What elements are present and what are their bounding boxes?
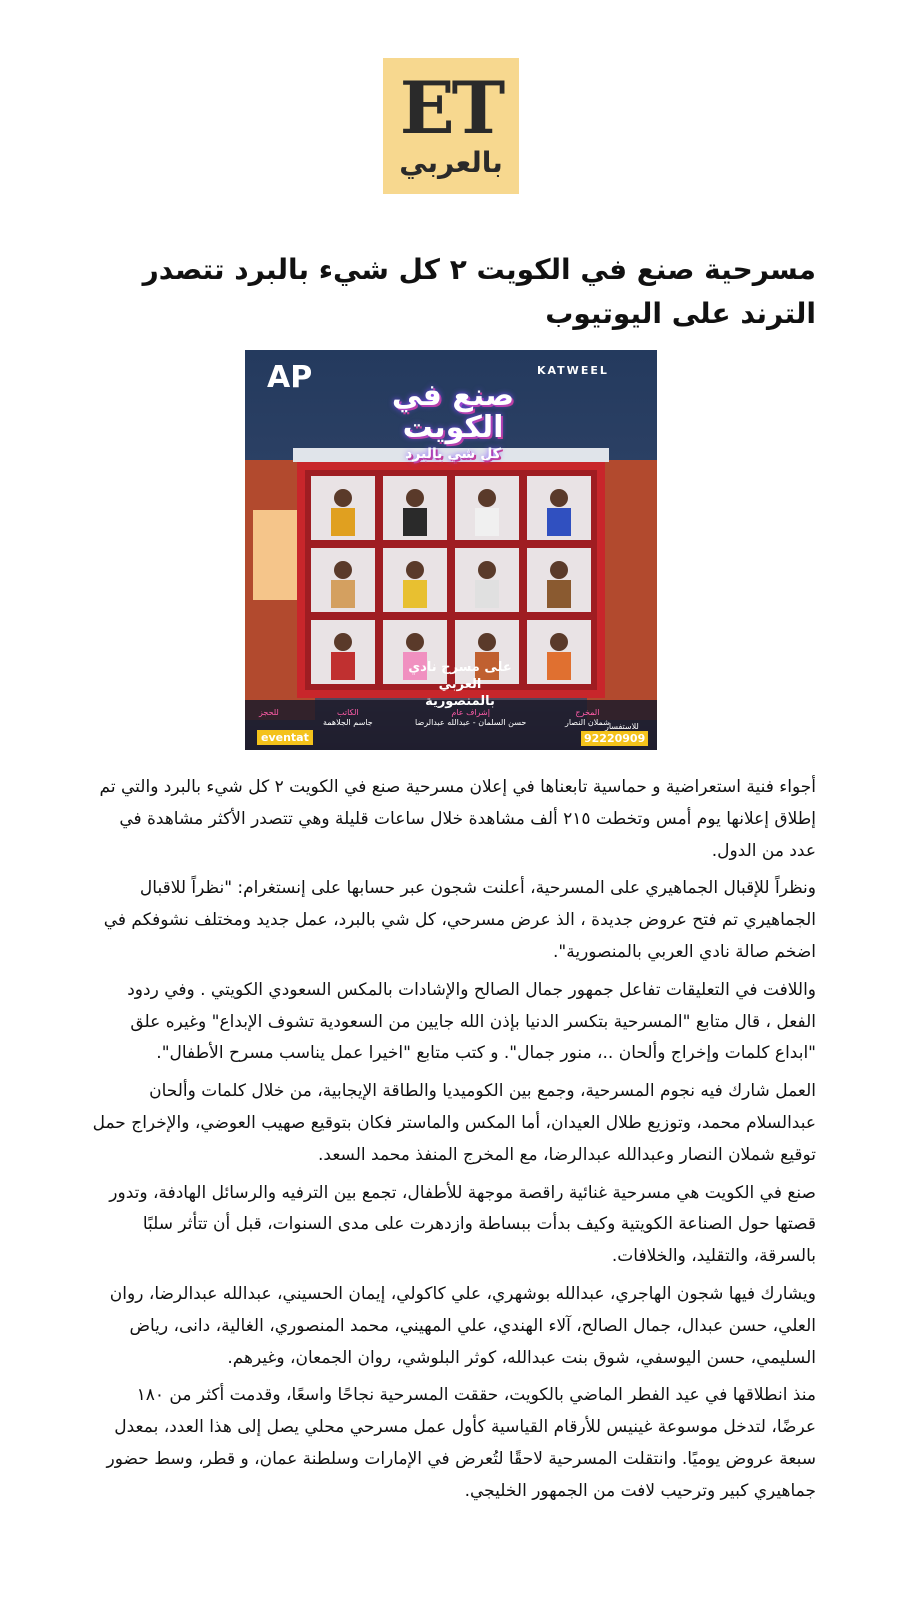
poster-director-label: المخرج [575,708,600,717]
logo-brand-text: ET [399,65,503,150]
poster-show-subtitle: كل شي بالبرد [405,446,501,462]
article-body [92,772,816,1514]
poster-credit-writer [323,708,373,729]
poster-phone-number: 92220909 [581,731,648,746]
poster-venue-line2: بالمنصورية [425,693,495,709]
poster-logo-left: AP [267,360,313,395]
poster-booking-label-text: للحجز [259,708,279,717]
poster-booking-label [259,708,279,718]
poster-director-name: شملان النصار [565,718,610,728]
poster-eventat-logo: eventat [257,730,313,745]
poster-credit-supervision [415,708,526,729]
poster-writer-label: الكاتب [337,708,359,717]
poster-show-title [363,380,543,462]
site-logo[interactable] [383,58,519,194]
poster-venue [395,660,525,711]
poster-writer-name: جاسم الجلاهمة [323,718,373,728]
article-poster-image [245,350,657,750]
poster-inquiry-label-text: للاستفسار [605,722,639,731]
poster-venue-line1: على مسرح نادي العربي [408,660,512,692]
logo-tagline: بالعربي [399,146,503,179]
poster-supervisors-names: حسن السلمان - عبدالله عبدالرضا [415,718,527,728]
article-paragraph: العمل شارك فيه نجوم المسرحية، وجمع بين الكوميديا والطاقة الإيجابية، من خلال كلمات وألحان عبدالسلام محمد، وتوزيع طلال العيدان، أما المكس والماستر فكان بتوقيع صهيب العوضي، والإخراج حمل توقيع شملان النصار وعبدالله عبدالرضا، مع المخرج المنفذ محمد السعد. [92,1081,816,1165]
poster-credit-director [565,708,610,729]
poster-logo-right: KATWEEL [537,364,609,377]
article-paragraph: أجواء فنية استعراضية و حماسية تابعناها في إعلان مسرحية صنع في الكويت ٢ كل شيء بالبرد والتي تم إطلاق إعلانها يوم أمس وتخطت ٢١٥ ألف مشاهدة خلال ساعات قليلة وهي تتصدر الأكثر مشاهدة في عدد من الدول. [99,777,816,861]
article-paragraph: واللافت في التعليقات تفاعل جمهور جمال الصالح والإشادات بالمكس السعودي الكويتي . وفي ردود الفعل ، قال متابع "المسرحية بتكسر الدنيا بإذن الله جايين من السعودية تشوف الإبداع" وغيره علق "ابداع كلمات وإخراج وألحان ..، منور جمال". و كتب متابع "اخيرا عمل يناسب مسرح الأطفال". [127,979,816,1064]
poster-show-title-main: صنع في الكويت [391,378,515,445]
article-paragraph: صنع في الكويت هي مسرحية غنائية راقصة موجهة للأطفال، تجمع بين الترفيه والرسائل الهادفة، وتدور قصتها حول الصناعة الكويتية وكيف بدأت ببساطة وازدهرت على مدى السنوات، قبل أن تتأثر سلبًا بالسرقة، والتقليد، والخلافات. [109,1182,816,1267]
poster-supervision-label: إشراف عام [451,708,490,717]
article-title: مسرحية صنع في الكويت ٢ كل شيء بالبرد تتصدر الترند على اليوتيوب [142,253,816,330]
article-paragraph: ويشارك فيها شجون الهاجري، عبدالله بوشهري، علي كاكولي، إيمان الحسيني، عبدالله عبدالرضا، روان العلي، حسن عبدال، جمال الصالح، آلاء الهندي، علي المهيني، محمد المنصوري، الغالية، دانى، رياض السليمي، حسن اليوسفي، شوق بنت عبدالله، كوثر البلوشي، روان الجمعان، وغيرهم. [109,1283,816,1368]
article-paragraph: منذ انطلاقها في عيد الفطر الماضي بالكويت، حققت المسرحية نجاحًا واسعًا، وقدمت أكثر من ١٨٠ عرضًا، لتدخل موسوعة غينيس للأرقام القياسية كأول عمل مسرحي محلي يصل إلى هذا العدد، بمعدل سبعة عروض يوميًا. وانتقلت المسرحية لاحقًا لتُعرض في الإمارات وسلطنة عمان، و قطر، وسط حضور جماهيري كبير وترحيب لافت من الجمهور الخليجي. [106,1385,816,1501]
article-paragraph: ونظراً للإقبال الجماهيري على المسرحية، أعلنت شجون عبر حسابها على إنستغرام: "نظراً للاقبال الجماهيري تم فتح عروض جديدة ، الذ عرض مسرحي، كل شي بالبرد، عمل جديد ومختلف نشوفكم في اضخم صالة نادي العربي بالمنصورية". [103,878,816,962]
